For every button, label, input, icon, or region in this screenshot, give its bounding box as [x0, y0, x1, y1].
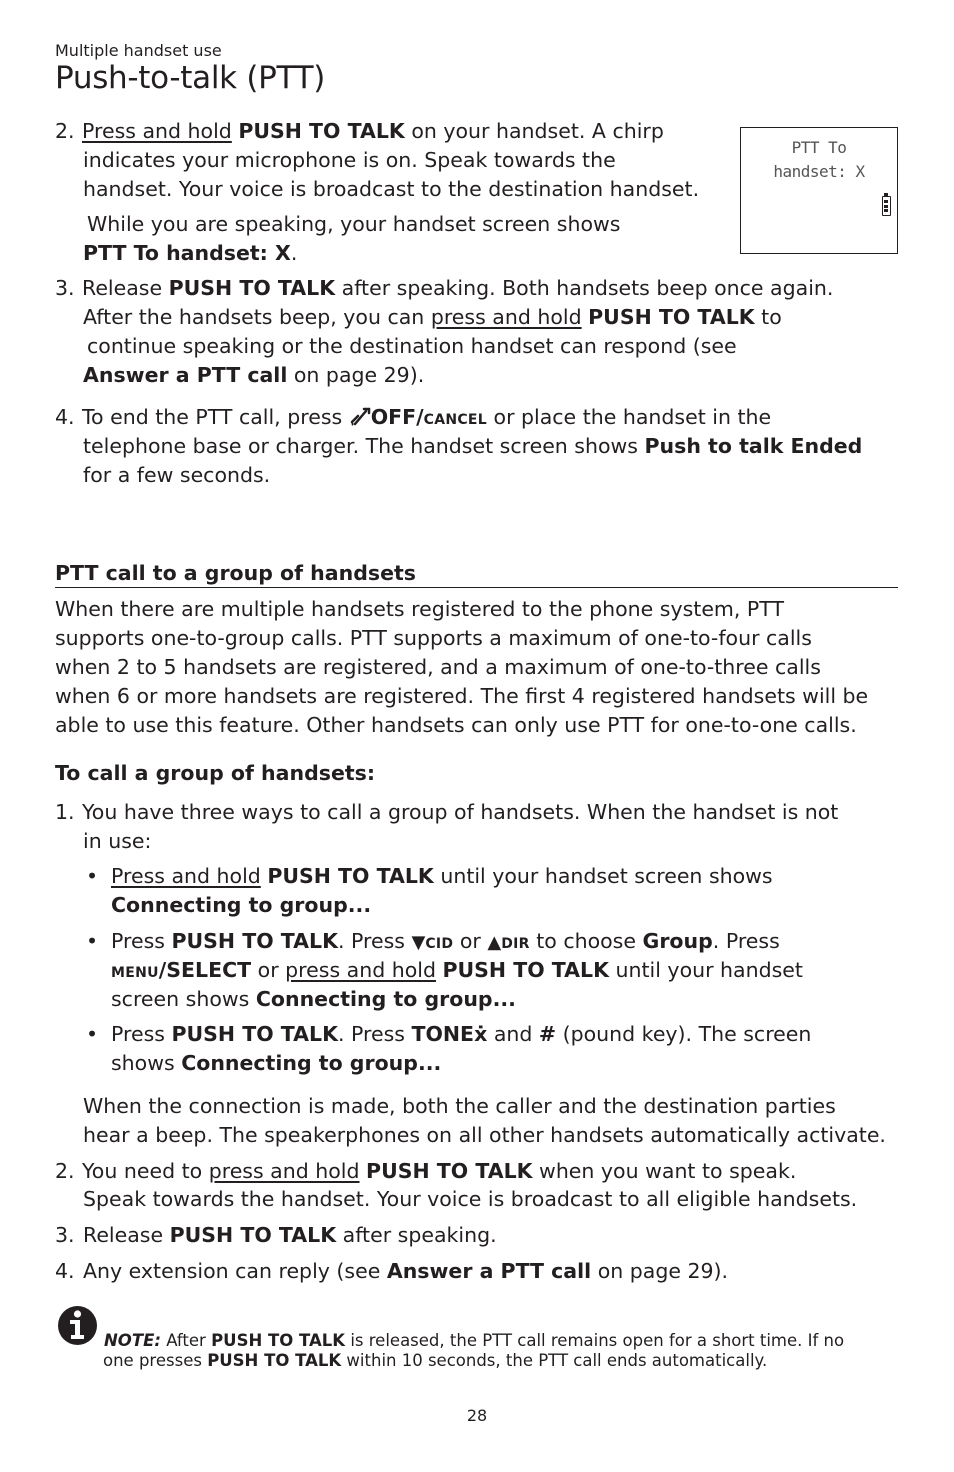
note-line-2: one presses PUSH TO TALK within 10 seconds, the PTT call ends automatically. [103, 1351, 768, 1370]
paragraph-line: when 2 to 5 handsets are registered, and a maximum of one-to-three calls [55, 655, 821, 679]
bullet-2-line-2: MENU/SELECT or press and hold PUSH TO TALK until your handset [111, 958, 803, 982]
step-2-line-2: indicates your microphone is on. Speak towards the [83, 148, 616, 172]
step-4-line-3: for a few seconds. [83, 463, 271, 487]
bullet: • [86, 864, 99, 888]
page-title: Push-to-talk (PTT) [55, 60, 326, 96]
sub-heading: To call a group of handsets: [55, 761, 376, 785]
bullet-3-line-2: shows Connecting to group... [111, 1051, 442, 1075]
step-4-line-2: telephone base or charger. The handset screen shows Push to talk Ended [83, 434, 863, 458]
step-number: 3. [55, 276, 75, 300]
note-line-1: NOTE: After PUSH TO TALK is released, the PTT call remains open for a short time. If no [104, 1331, 845, 1350]
group-step-2-line-1: You need to press and hold PUSH TO TALK when you want to speak. [82, 1159, 797, 1183]
bullet-1-line-2: Connecting to group... [111, 893, 372, 917]
step-number: 1. [55, 800, 75, 824]
step-number: 4. [55, 405, 75, 429]
step-2-line-5: PTT To handset: X. [83, 241, 298, 265]
paragraph-line: When the connection is made, both the caller and the destination parties [83, 1094, 836, 1118]
screen-line-2: handset: X [773, 162, 865, 181]
paragraph-line: When there are multiple handsets registered to the phone system, PTT [55, 597, 784, 621]
info-icon [57, 1305, 98, 1346]
handset-screen-illustration [740, 127, 898, 254]
step-2-line-4: While you are speaking, your handset screen shows [87, 212, 621, 236]
bullet: • [86, 1022, 99, 1046]
step-2-line-3: handset. Your voice is broadcast to the destination handset. [83, 177, 700, 201]
group-step-2-line-2: Speak towards the handset. Your voice is broadcast to all eligible handsets. [83, 1187, 858, 1211]
step-3-line-4: Answer a PTT call on page 29). [83, 363, 425, 387]
paragraph-line: able to use this feature. Other handsets can only use PTT for one-to-one calls. [55, 713, 857, 737]
down-arrow-icon: ▼ [411, 932, 426, 953]
step-3-line-3: continue speaking or the destination handset can respond (see [87, 334, 737, 358]
step-number: 4. [55, 1259, 75, 1283]
step-number: 2. [55, 119, 75, 143]
paragraph-line: supports one-to-group calls. PTT supports a maximum of one-to-four calls [55, 626, 812, 650]
paragraph-line: when 6 or more handsets are registered. The first 4 registered handsets will be [55, 684, 869, 708]
up-arrow-icon: ▲ [487, 932, 502, 953]
battery-icon [882, 196, 891, 216]
step-3-line-2: After the handsets beep, you can press and hold PUSH TO TALK to [83, 305, 782, 329]
section-heading: PTT call to a group of handsets [55, 561, 898, 588]
section-label: Multiple handset use [55, 41, 222, 60]
screen-line-1: PTT To [791, 138, 847, 157]
group-step-3-line-1: Release PUSH TO TALK after speaking. [83, 1223, 497, 1247]
group-step-1-line-1: You have three ways to call a group of handsets. When the handset is not [82, 800, 839, 824]
group-step-1-line-2: in use: [83, 829, 152, 853]
off-cancel-phone-icon [349, 405, 371, 425]
group-step-4-line-1: Any extension can reply (see Answer a PTT call on page 29). [83, 1259, 729, 1283]
step-2-line-1: Press and hold PUSH TO TALK on your handset. A chirp [82, 119, 664, 143]
bullet-1-line-1: Press and hold PUSH TO TALK until your handset screen shows [111, 864, 773, 888]
bullet-2-line-3: screen shows Connecting to group... [111, 987, 516, 1011]
bullet: • [86, 929, 99, 953]
step-4-line-1: To end the PTT call, press OFF/CANCEL or place the handset in the [82, 405, 772, 429]
step-number: 3. [55, 1223, 75, 1247]
paragraph-line: hear a beep. The speakerphones on all other handsets automatically activate. [83, 1123, 886, 1147]
page-number: 28 [466, 1406, 488, 1425]
step-3-line-1: Release PUSH TO TALK after speaking. Both handsets beep once again. [82, 276, 834, 300]
step-number: 2. [55, 1159, 75, 1183]
bullet-3-line-1: Press PUSH TO TALK. Press TONEẋ and # (pound key). The screen [111, 1022, 812, 1046]
tone-star-icon: ẋ [474, 1022, 488, 1046]
bullet-2-line-1: Press PUSH TO TALK. Press ▼CID or ▲DIR to choose Group. Press [111, 929, 780, 953]
